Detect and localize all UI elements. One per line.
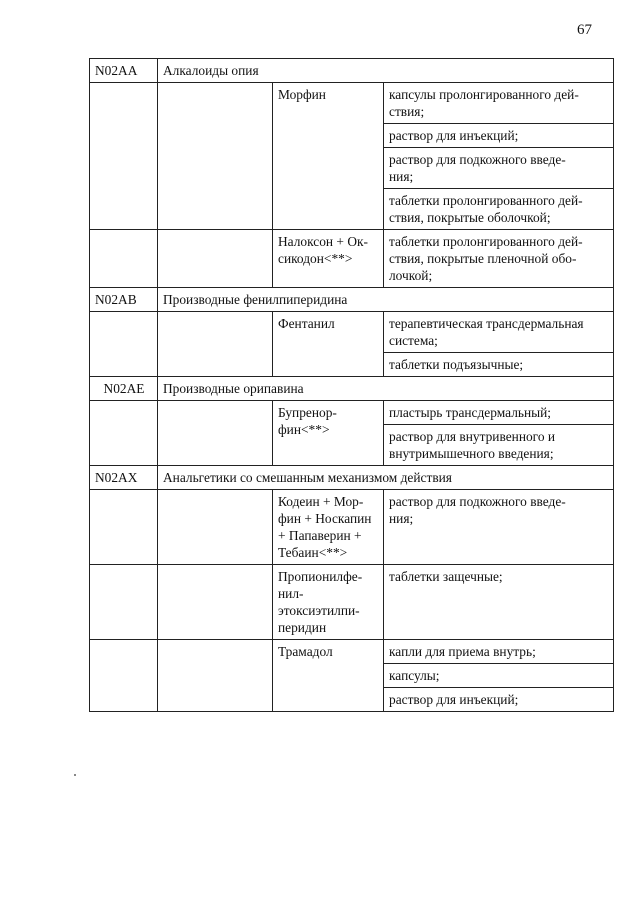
empty-code-cell xyxy=(90,230,158,288)
group-title: Производные орипавина xyxy=(158,377,614,401)
atc-code: N02AX xyxy=(90,466,158,490)
drug-name: Бупренор- фин<**> xyxy=(273,401,384,466)
group-header-row xyxy=(90,466,614,490)
group-title: Производные фенилпиперидина xyxy=(158,288,614,312)
drug-form-row xyxy=(90,230,614,288)
atc-code: N02AB xyxy=(90,288,158,312)
drug-table xyxy=(89,58,614,712)
empty-name-cell xyxy=(158,490,273,565)
dosage-form: терапевтическая трансдермальная система; xyxy=(384,312,614,353)
empty-code-cell xyxy=(90,312,158,377)
empty-code-cell xyxy=(90,83,158,230)
drug-name: Кодеин + Мор- фин + Носкапин + Папаверин + Тебаин<**> xyxy=(273,490,384,565)
drug-name: Пропионилфе- нил- этоксиэтилпи- перидин xyxy=(273,565,384,640)
drug-name: Трамадол xyxy=(273,640,384,712)
drug-form-row xyxy=(90,401,614,425)
drug-form-row xyxy=(90,83,614,124)
dosage-form: пластырь трансдермальный; xyxy=(384,401,614,425)
dosage-form: капли для приема внутрь; xyxy=(384,640,614,664)
group-title: Алкалоиды опия xyxy=(158,59,614,83)
page-number: 67 xyxy=(577,22,592,38)
dosage-form: капсулы пролонгированного дей- ствия; xyxy=(384,83,614,124)
empty-name-cell xyxy=(158,401,273,466)
group-title: Анальгетики со смешанным механизмом действия xyxy=(158,466,614,490)
empty-name-cell xyxy=(158,312,273,377)
drug-name: Налоксон + Ок- сикодон<**> xyxy=(273,230,384,288)
atc-code: N02AA xyxy=(90,59,158,83)
empty-name-cell xyxy=(158,83,273,230)
drug-form-row xyxy=(90,565,614,640)
dosage-form: раствор для инъекций; xyxy=(384,124,614,148)
empty-code-cell xyxy=(90,640,158,712)
empty-name-cell xyxy=(158,640,273,712)
scan-artifact xyxy=(74,774,76,776)
drug-form-row xyxy=(90,312,614,353)
dosage-form: таблетки пролонгированного дей- ствия, покрытые пленочной обо- лочкой; xyxy=(384,230,614,288)
group-header-row xyxy=(90,59,614,83)
dosage-form: раствор для внутривенного и внутримышечного введения; xyxy=(384,425,614,466)
empty-code-cell xyxy=(90,401,158,466)
drug-form-row xyxy=(90,490,614,565)
drug-name: Морфин xyxy=(273,83,384,230)
empty-name-cell xyxy=(158,565,273,640)
dosage-form: раствор для инъекций; xyxy=(384,688,614,712)
group-header-row xyxy=(90,288,614,312)
empty-code-cell xyxy=(90,565,158,640)
dosage-form: раствор для подкожного введе- ния; xyxy=(384,490,614,565)
dosage-form: таблетки подъязычные; xyxy=(384,353,614,377)
drug-name: Фентанил xyxy=(273,312,384,377)
dosage-form: таблетки защечные; xyxy=(384,565,614,640)
atc-code: N02AE xyxy=(90,377,158,401)
dosage-form: капсулы; xyxy=(384,664,614,688)
group-header-row xyxy=(90,377,614,401)
dosage-form: таблетки пролонгированного дей- ствия, покрытые оболочкой; xyxy=(384,189,614,230)
empty-name-cell xyxy=(158,230,273,288)
empty-code-cell xyxy=(90,490,158,565)
drug-form-row xyxy=(90,640,614,664)
dosage-form: раствор для подкожного введе- ния; xyxy=(384,148,614,189)
